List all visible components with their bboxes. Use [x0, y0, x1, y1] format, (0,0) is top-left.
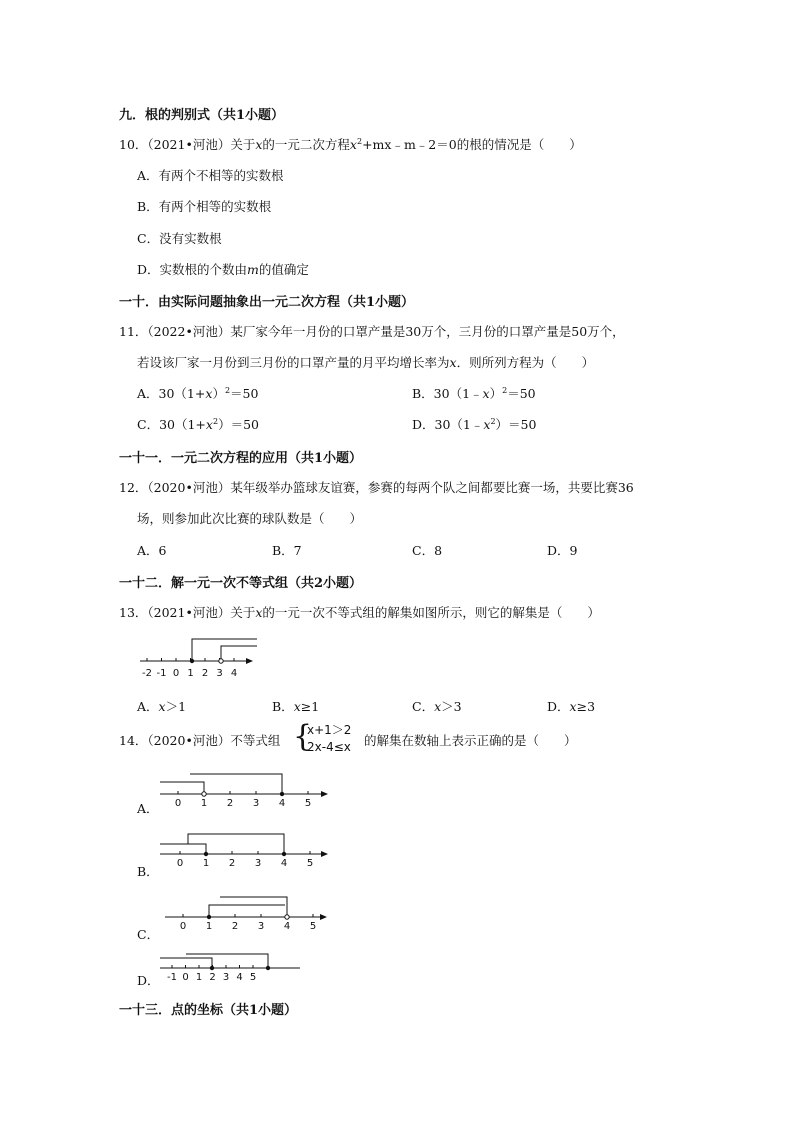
q11-option-d: [412, 415, 536, 433]
q14-c-arrow: [320, 914, 327, 920]
q14-tick-label: 3: [254, 858, 262, 869]
q14-c-number-line: [165, 893, 335, 933]
q14-a-ray-left: [160, 782, 204, 794]
q10-option-a: A．有两个不相等的实数根: [137, 168, 284, 183]
q12-option-a: A．6: [137, 543, 167, 558]
q14-c-point-4-open: [285, 915, 289, 919]
q13-a-t1: A．: [137, 699, 159, 714]
q14-option-b-label: B．: [137, 864, 159, 879]
q14-d-ray-bracket: [186, 954, 268, 968]
q13-tick-label: 4: [230, 668, 238, 679]
q11-b-sup: 2: [502, 385, 508, 395]
q12-option-c: C．8: [412, 543, 443, 558]
q14-ineq-1: x+1＞2: [307, 723, 352, 737]
section-heading-13: 一十三．点的坐标（共1小题）: [119, 1003, 298, 1018]
q14-d-tick-label: 4: [236, 972, 243, 983]
q11-a-x: x: [205, 386, 213, 401]
q14-a-point-1-open: [202, 792, 206, 796]
q14-d-tick-label: 2: [209, 972, 216, 983]
q14-d-number-line: [160, 950, 310, 990]
q10-d-text1: D．实数根的个数由: [137, 262, 248, 277]
question-13-stem: [119, 603, 600, 621]
q13-c-t1: C．: [412, 699, 435, 714]
q11-c-t3: ）＝50: [218, 417, 259, 432]
q10-var-x: x: [255, 137, 263, 152]
q10-eq-rest: +mx﹣m﹣2＝0的根的情况是（ ）: [362, 137, 582, 152]
q14-c-point-1-solid: [207, 915, 211, 919]
q13-option-c: [412, 697, 462, 715]
q11-option-c: [137, 415, 259, 433]
q14-ineq-2: 2x-4≤x: [307, 740, 351, 754]
q13-tick-label: -1: [156, 668, 167, 679]
q11-c-t1: C．30（1+: [137, 417, 206, 432]
q14-tick-label: 5: [306, 858, 314, 869]
q14-tick-label: 2: [228, 858, 236, 869]
section-heading-9: 九．根的判别式（共1小题）: [119, 108, 285, 123]
q14-suffix: 的解集在数轴上表示正确的是（ ）: [364, 733, 577, 748]
q14-d-point-4-solid: [266, 966, 270, 970]
q11-a-t1: A．30（1+: [137, 386, 206, 401]
q14-tick-label: 2: [231, 921, 239, 932]
q14-option-c-label: C．: [137, 927, 160, 942]
q14-c-ray-bracket-1: [209, 905, 285, 917]
q14-b-point-1-solid: [204, 852, 208, 856]
question-11-line1: 11．（2022•河池）某厂家今年一月份的口罩产量是30万个，三月份的口罩产量是50万个，: [119, 324, 625, 339]
q10-d-text2: 的值确定: [258, 262, 309, 277]
q11-a-sup: 2: [224, 385, 231, 395]
section-heading-10: 一十．由实际问题抽象出一元二次方程（共1小题）: [119, 295, 415, 310]
q10-mid: 的一元二次方程: [262, 137, 350, 152]
q14-a-point-4-solid: [280, 792, 284, 796]
q13-c-t2: ＞3: [441, 699, 462, 714]
q14-b-ray-left: [160, 844, 206, 854]
q14-d-tick-label: 0: [182, 972, 189, 983]
q14-tick-label: 1: [205, 921, 213, 932]
q13-prefix: 13．（2021•河池）关于: [119, 605, 256, 620]
q14-tick-label: 0: [179, 921, 187, 932]
q11-line2-a: 若设该厂家一月份到三月份的口罩产量的月平均增长率为: [137, 355, 450, 370]
q10-eq-sup: 2: [356, 136, 363, 146]
section-heading-12: 一十二．解一元一次不等式组（共2小题）: [119, 576, 363, 591]
q14-tick-label: 5: [304, 798, 312, 809]
q13-b-t2: ≥1: [300, 699, 320, 714]
q14-prefix: 14．（2020•河池）不等式组: [119, 733, 281, 748]
q11-b-t3: ＝50: [507, 386, 536, 401]
q11-var-x: x: [449, 355, 457, 370]
q14-b-number-line: [160, 830, 335, 870]
q10-option-d: [137, 260, 309, 278]
q11-b-t2: ）: [489, 386, 503, 401]
q11-a-t3: ＝50: [230, 386, 259, 401]
q14-d-tick-label: 3: [222, 972, 230, 983]
q13-number-line: [137, 633, 257, 683]
q11-line2-b: ．则所列方程为（ ）: [456, 355, 595, 370]
q14-tick-label: 2: [226, 798, 234, 809]
q13-axis-arrow: [246, 658, 253, 664]
q14-tick-label: 5: [309, 921, 317, 932]
q10-prefix: 10．（2021•河池）关于: [119, 137, 256, 152]
q14-c-ray-bracket-2: [220, 897, 287, 917]
q13-var-x: x: [255, 605, 263, 620]
q13-tick-label: -2: [142, 668, 152, 679]
q13-option-a: [137, 697, 186, 715]
question-10-stem: [119, 135, 582, 153]
q14-tick-label: 0: [174, 798, 182, 809]
question-11-line2: [137, 353, 594, 371]
q11-b-t1: B．30（1﹣: [412, 386, 483, 401]
q13-b-x: x: [293, 699, 301, 714]
q14-b-arrow: [321, 851, 328, 857]
q13-d-t1: D．: [547, 699, 570, 714]
q12-option-d: D．9: [547, 543, 578, 558]
q11-c-sup: 2: [212, 416, 219, 426]
q13-ray-3: [221, 646, 257, 661]
q14-option-a-label: A．: [137, 801, 159, 816]
question-14-stem: [119, 731, 280, 749]
q11-c-x: x: [205, 417, 213, 432]
q10-eq-x: x: [349, 137, 357, 152]
q14-brace: {: [293, 719, 313, 754]
q14-a-number-line: [160, 770, 335, 810]
q13-point-1-solid: [190, 659, 194, 663]
q14-tick-label: 1: [202, 858, 210, 869]
q11-option-b: [412, 384, 536, 402]
q11-d-sup: 2: [490, 416, 496, 426]
question-12-line2: 场，则参加此次比赛的球队数是（ ）: [137, 511, 363, 526]
q14-tick-label: 3: [252, 798, 260, 809]
q11-d-x: x: [483, 417, 491, 432]
q10-option-b: B．有两个相等的实数根: [137, 199, 272, 214]
q13-d-t2: ≥3: [576, 699, 596, 714]
q13-ray-1: [192, 639, 257, 661]
q10-option-c: C．没有实数根: [137, 231, 222, 246]
q13-b-t1: B．: [272, 699, 294, 714]
q14-d-point-1-solid: [210, 966, 214, 970]
q14-d-tick-label: 5: [249, 972, 257, 983]
q14-a-arrow: [321, 791, 328, 797]
question-12-line1: 12．（2020•河池）某年级举办篮球友谊赛，参赛的每两个队之间都要比赛一场，共要比赛36: [119, 480, 634, 495]
q13-a-x: x: [158, 699, 166, 714]
q11-d-t1: D．30（1﹣: [412, 417, 484, 432]
q14-tick-label: 3: [257, 921, 265, 932]
q13-c-x: x: [434, 699, 442, 714]
q13-tick-label: 0: [172, 668, 180, 679]
q13-option-d: [547, 697, 595, 715]
q11-option-a: [137, 384, 258, 402]
q13-a-t2: ＞1: [165, 699, 187, 714]
q14-tick-label: 4: [280, 858, 288, 869]
q14-tick-label: 4: [283, 921, 291, 932]
q13-tick-label: 3: [216, 668, 223, 679]
q11-d-t3: ）＝50: [495, 417, 537, 432]
q12-option-b: B．7: [272, 543, 302, 558]
q11-b-x: x: [482, 386, 490, 401]
q11-a-t2: ）: [212, 386, 225, 401]
q14-d-tick-label: 1: [195, 972, 203, 983]
q13-tick-label: 2: [201, 668, 209, 679]
q13-point-3-open: [219, 659, 223, 663]
section-heading-11: 一十一．一元二次方程的应用（共1小题）: [119, 451, 363, 466]
q14-d-tick-label: -1: [167, 972, 177, 983]
q13-option-b: [272, 697, 319, 715]
q13-d-x: x: [569, 699, 577, 714]
q14-b-point-4-solid: [282, 852, 286, 856]
q14-option-d-label: D．: [137, 973, 160, 988]
q14-tick-label: 0: [176, 858, 184, 869]
q14-tick-label: 4: [278, 798, 286, 809]
q13-suffix: 的一元一次不等式组的解集如图所示，则它的解集是（ ）: [262, 605, 600, 620]
q13-tick-label: 1: [187, 668, 194, 679]
q10-d-var-m: m: [247, 262, 259, 277]
q14-tick-label: 1: [200, 798, 208, 809]
